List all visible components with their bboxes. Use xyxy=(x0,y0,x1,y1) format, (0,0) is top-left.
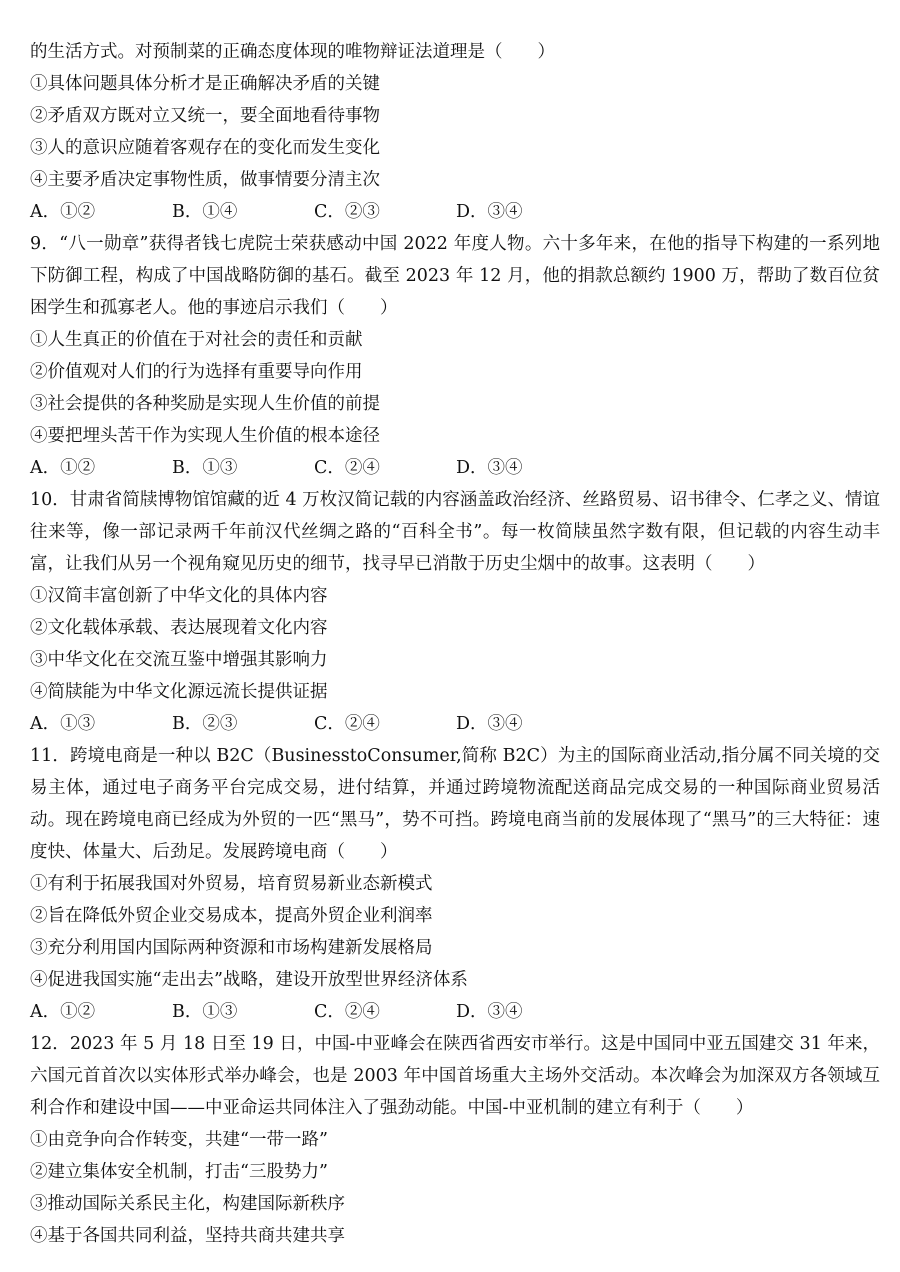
choice-item: ②矛盾双方既对立又统一，要全面地看待事物 xyxy=(30,106,380,126)
option-b: B．①④ xyxy=(172,202,238,222)
choice-item: ①由竞争向合作转变，共建“一带一路” xyxy=(30,1130,328,1150)
choice-item: ①有利于拓展我国对外贸易，培育贸易新业态新模式 xyxy=(30,874,433,894)
question-12 xyxy=(30,1028,880,1252)
choice-item: ①具体问题具体分析才是正确解决矛盾的关键 xyxy=(30,74,380,94)
choice-item: ③社会提供的各种奖励是实现人生价值的前提 xyxy=(30,394,380,414)
question-stem: 10．甘肃省简牍博物馆馆藏的近 4 万枚汉简记载的内容涵盖政治经济、丝路贸易、诏书律令、仁孝之义、情谊往来等，像一部记录两千年前汉代丝绸之路的“百科全书”。每一枚简牍虽然字数有限，但记载的内容生动丰富，让我们从另一个视角窥见历史的细节，找寻早已消散于历史尘烟中的故事。这表明（ ） xyxy=(30,490,880,574)
option-c: C．②③ xyxy=(314,202,380,222)
answer-options xyxy=(30,708,880,740)
choice-item: ④促进我国实施“走出去”战略，建设开放型世界经济体系 xyxy=(30,970,468,990)
question-10 xyxy=(30,484,880,740)
answer-options xyxy=(30,996,880,1028)
question-stem: 9．“八一勋章”获得者钱七虎院士荣获感动中国 2022 年度人物。六十多年来，在他的指导下构建的一系列地下防御工程，构成了中国战略防御的基石。截至 2023 年 12 月，他的捐款总额约 1900 万，帮助了数百位贫困学生和孤寡老人。他的事迹启示我们（ ） xyxy=(30,234,880,318)
choice-item: ④主要矛盾决定事物性质，做事情要分清主次 xyxy=(30,170,380,190)
choice-item: ①人生真正的价值在于对社会的责任和贡献 xyxy=(30,330,363,350)
choice-item: ②旨在降低外贸企业交易成本，提高外贸企业利润率 xyxy=(30,906,433,926)
option-d: D．③④ xyxy=(456,202,523,222)
choice-item: ②建立集体安全机制，打击“三股势力” xyxy=(30,1162,328,1182)
option-a: A．①② xyxy=(30,458,96,478)
question-stem-tail: 的生活方式。对预制菜的正确态度体现的唯物辩证法道理是（ ） xyxy=(30,42,555,62)
option-d: D．③④ xyxy=(456,1002,523,1022)
option-a: A．①③ xyxy=(30,714,96,734)
option-a: A．①② xyxy=(30,1002,96,1022)
question-11 xyxy=(30,740,880,1028)
option-b: B．②③ xyxy=(172,714,238,734)
exam-page xyxy=(30,36,880,1252)
option-d: D．③④ xyxy=(456,458,523,478)
choice-item: ③推动国际关系民主化，构建国际新秩序 xyxy=(30,1194,345,1214)
option-c: C．②④ xyxy=(314,458,380,478)
choice-item: ②文化载体承载、表达展现着文化内容 xyxy=(30,618,328,638)
question-8 xyxy=(30,36,880,228)
question-stem: 11．跨境电商是一种以 B2C（BusinesstoConsumer,简称 B2C）为主的国际商业活动,指分属不同关境的交易主体，通过电子商务平台完成交易，进付结算，并通过跨境物流配送商品完成交易的一种国际商业贸易活动。现在跨境电商已经成为外贸的一匹“黑马”，势不可挡。跨境电商当前的发展体现了“黑马”的三大特征：速度快、体量大、后劲足。发展跨境电商（ ） xyxy=(30,746,880,862)
option-c: C．②④ xyxy=(314,1002,380,1022)
choice-item: ②价值观对人们的行为选择有重要导向作用 xyxy=(30,362,363,382)
choice-item: ④要把埋头苦干作为实现人生价值的根本途径 xyxy=(30,426,380,446)
question-stem: 12．2023 年 5 月 18 日至 19 日，中国-中亚峰会在陕西省西安市举行。这是中国同中亚五国建交 31 年来，六国元首首次以实体形式举办峰会，也是 2003 年中国首场重大主场外交活动。本次峰会为加深双方各领域互利合作和建设中国——中亚命运共同体注入了强劲动能。中国-中亚机制的建立有利于（ ） xyxy=(30,1034,880,1118)
option-b: B．①③ xyxy=(172,1002,238,1022)
option-b: B．①③ xyxy=(172,458,238,478)
choice-item: ③人的意识应随着客观存在的变化而发生变化 xyxy=(30,138,380,158)
choice-item: ③中华文化在交流互鉴中增强其影响力 xyxy=(30,650,328,670)
choice-item: ③充分利用国内国际两种资源和市场构建新发展格局 xyxy=(30,938,433,958)
answer-options xyxy=(30,452,880,484)
answer-options xyxy=(30,196,880,228)
option-a: A．①② xyxy=(30,202,96,222)
option-d: D．③④ xyxy=(456,714,523,734)
choice-item: ①汉简丰富创新了中华文化的具体内容 xyxy=(30,586,328,606)
choice-item: ④基于各国共同利益，坚持共商共建共享 xyxy=(30,1226,345,1246)
question-9 xyxy=(30,228,880,484)
option-c: C．②④ xyxy=(314,714,380,734)
choice-item: ④简牍能为中华文化源远流长提供证据 xyxy=(30,682,328,702)
